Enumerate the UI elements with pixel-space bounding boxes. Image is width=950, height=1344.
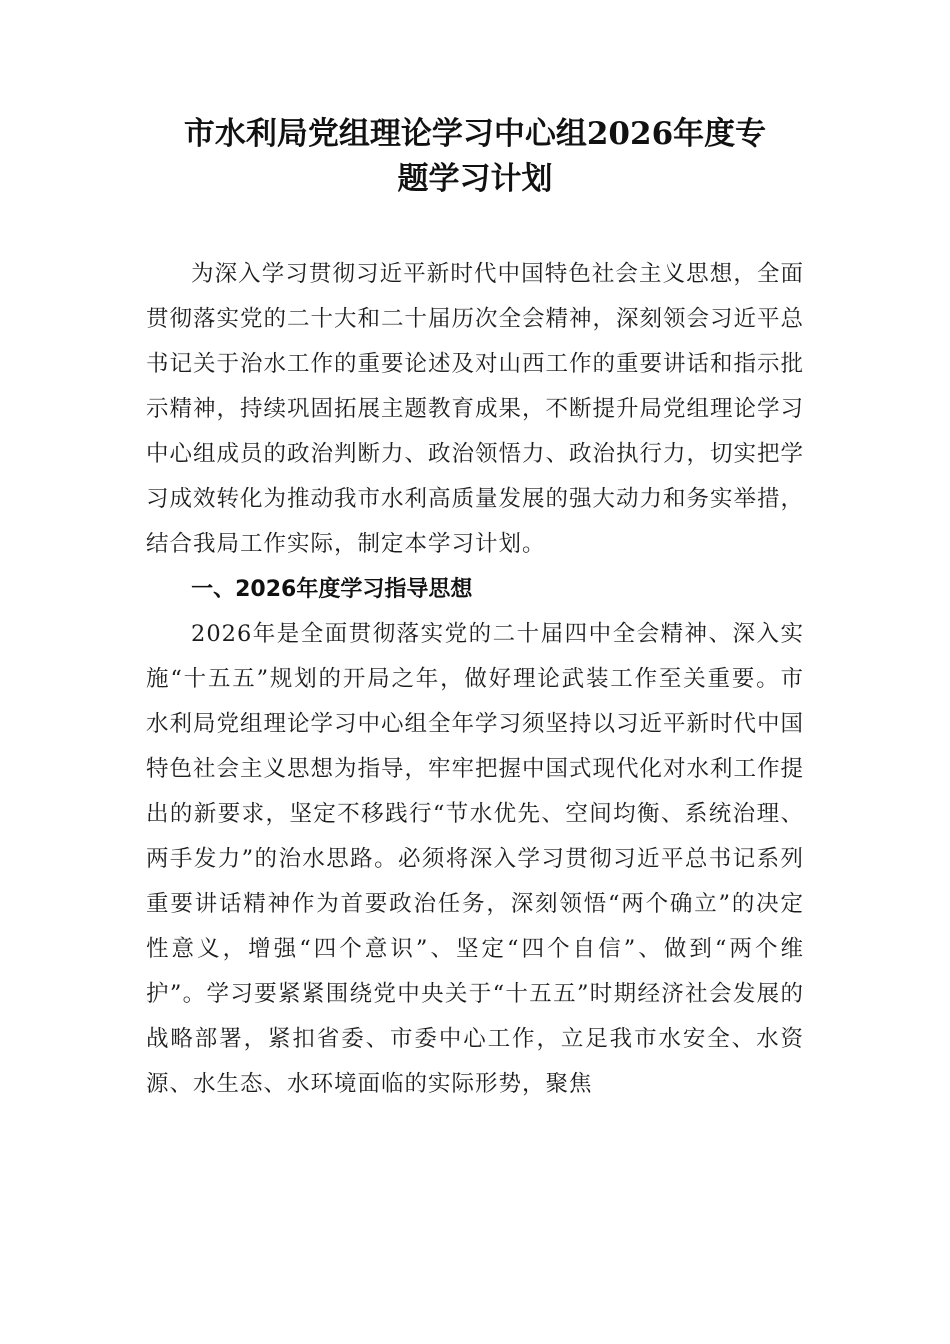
title-spacer — [146, 202, 804, 252]
document-title-line1: 市水利局党组理论学习中心组2026年度专 — [183, 116, 767, 152]
section-heading-guiding-thought: 一、2026年度学习指导思想 — [191, 577, 473, 602]
document-title — [146, 112, 804, 202]
section-paragraph-guiding-thought: 2026年是全面贯彻落实党的二十届四中全会精神、深入实施“十五五”规划的开局之年，做好理论武装工作至关重要。市水利局党组理论学习中心组全年学习须坚持以习近平新时代中国特色社会主义思想为指导，牢牢把握中国式现代化对水利工作提出的新要求，坚定不移践行“节水优先、空间均衡、系统治理、两手发力”的治水思路。必须将深入学习贯彻习近平总书记系列重要讲话精神作为首要政治任务，深刻领悟“两个确立”的决定性意义，增强“四个意识”、坚定“四个自信”、做到“两个维护”。学习要紧紧围绕党中央关于“十五五”时期经济社会发展的战略部署，紧扣省委、市委中心工作，立足我市水安全、水资源、水生态、水环境面临的实际形势，聚焦 — [146, 621, 805, 1097]
document-page — [146, 112, 804, 1107]
intro-paragraph: 为深入学习贯彻习近平新时代中国特色社会主义思想，全面贯彻落实党的二十大和二十届历次全会精神，深刻领会习近平总书记关于治水工作的重要论述及对山西工作的重要讲话和指示批示精神，持续巩固拓展主题教育成果，不断提升局党组理论学习中心组成员的政治判断力、政治领悟力、政治执行力，切实把学习成效转化为推动我市水利高质量发展的强大动力和务实举措，结合我局工作实际，制定本学习计划。 — [146, 261, 805, 557]
document-title-line2: 题学习计划 — [397, 161, 553, 197]
